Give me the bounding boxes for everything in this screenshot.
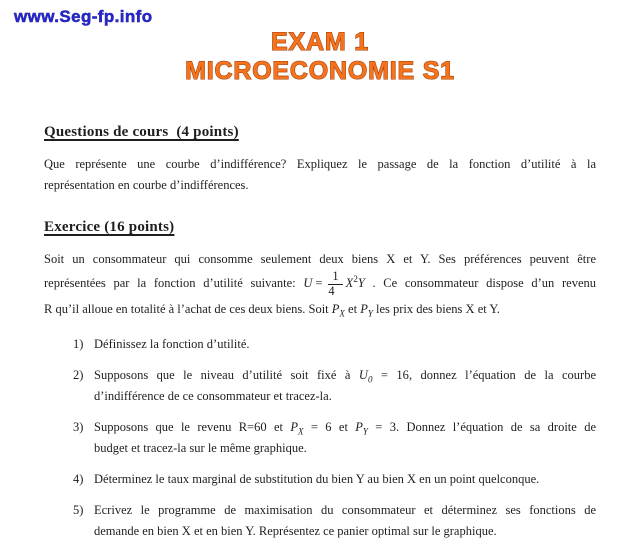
questions-paragraph-line-1: Que représente une courbe d’indifférence? Expliquez le passage de la fonction d’utilité à la [44, 157, 596, 171]
utility-level-symbol: $U_0 = 16$ [358, 367, 409, 384]
exercise-section-heading: Exercice (16 points) [44, 219, 175, 235]
price-x-value: $P_X = 6$ [290, 419, 332, 436]
intro-line2-text-after: . Ce consommateur dispose d’un revenu [364, 276, 596, 291]
exercise-intro-line-1: Soit un consommateur qui consomme seulement deux biens X et Y. Ses préférences peuvent être [44, 252, 596, 266]
questions-section-heading: Questions de cours (4 points) [44, 124, 239, 140]
intro-line2-text-before: représentées par la fonction d’utilité suivante: [44, 276, 304, 291]
document-body [44, 120, 596, 553]
exam-header [0, 28, 640, 86]
exercise-intro-line-2 [44, 270, 596, 299]
item-4-number: 4) [73, 471, 84, 486]
price-y-value: $P_Y = 3$ [355, 419, 396, 436]
site-url-watermark: www.Seg-fp.info [14, 7, 153, 26]
fraction-one-quarter: $\frac{1}{4}$ [328, 270, 342, 299]
price-y-symbol: $P_Y$ [360, 301, 373, 318]
course-title: MICROECONOMIE S1 [185, 57, 455, 85]
item-2-number: 2) [73, 367, 84, 382]
item-3-line-2: budget et tracez-la sur le même graphique. [94, 440, 307, 455]
questions-paragraph [44, 154, 596, 196]
price-x-symbol: $P_X$ [331, 301, 345, 318]
exercise-item-1 [73, 335, 596, 354]
item-5-number: 5) [73, 502, 84, 517]
item-3-number: 3) [73, 419, 84, 434]
exercise-question-list [44, 335, 596, 541]
exercise-intro-line-3: R qu’il alloue en totalité à l’achat de ces deux biens. Soit $P_X$ et $P_Y$ les prix des biens X et Y. [44, 301, 500, 318]
exercise-item-3 [73, 418, 596, 458]
item-2-line-1: Supposons que le niveau d’utilité soit fixé à $U_0 = 16$, donnez l’équation de la courbe [94, 367, 596, 384]
exercise-intro-paragraph [44, 249, 596, 320]
questions-paragraph-line-2: représentation en courbe d’indifférences. [44, 178, 249, 192]
item-5-line-2: demande en bien X et en bien Y. Représentez ce panier optimal sur le graphique. [94, 523, 497, 538]
utility-function-formula: U = $\frac{1}{4}$ $X^2Y$ [303, 269, 365, 298]
item-3-line-1: Supposons que le revenu R=60 et $P_X = 6$ et $P_Y = 3$. Donnez l’équation de sa droite de [94, 419, 596, 436]
exercise-item-2 [73, 366, 596, 406]
item-5-line-1: Ecrivez le programme de maximisation du consommateur et déterminez ses fonctions de [94, 502, 596, 517]
exam-title: EXAM 1 [271, 28, 369, 56]
item-1-number: 1) [73, 336, 84, 351]
item-2-line-2: d’indifférence de ce consommateur et tracez-la. [94, 388, 332, 403]
exercise-item-5 [73, 501, 596, 541]
exercise-item-4 [73, 470, 596, 489]
item-1-text: Définissez la fonction d’utilité. [94, 336, 250, 351]
item-4-text: Déterminez le taux marginal de substitution du bien Y au bien X en un point quelconque. [94, 471, 540, 486]
